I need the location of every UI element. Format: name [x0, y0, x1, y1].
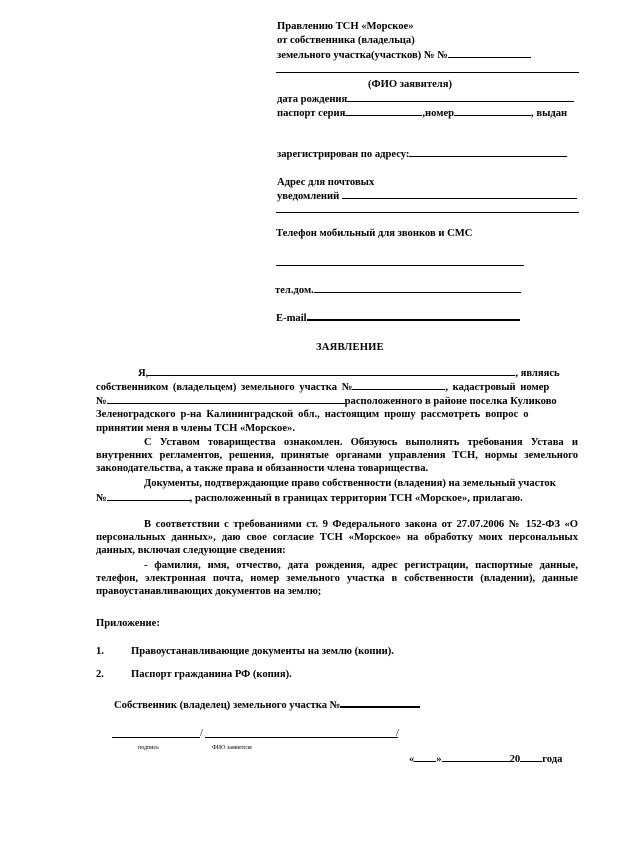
location-text: расположенного в районе поселка Куликово [344, 396, 557, 407]
cadastral-label: , кадастровый номер [445, 382, 550, 393]
attachment-item-1-text: Правоустанавливающие документы на землю (копии). [131, 646, 394, 657]
applicant-fio-signature-field[interactable] [205, 737, 398, 738]
signature-caption: подпись [138, 745, 159, 751]
mail-address-field-2[interactable] [276, 212, 579, 213]
signature-slash-2: / [396, 728, 399, 739]
attachment-item-2-num: 2. [96, 669, 104, 680]
email-field[interactable] [307, 310, 520, 321]
date-year-field[interactable] [520, 752, 542, 762]
owner-signature-row [114, 697, 420, 712]
applicant-name-field[interactable] [276, 72, 579, 73]
plot-number-field[interactable] [448, 48, 531, 58]
documents-text: Документы, подтверждающие право собственности (владения) на земельный участок [144, 478, 556, 489]
date-close-quote: » [436, 754, 442, 765]
email-row [276, 310, 520, 325]
registration-label: зарегистрирован по адресу: [277, 149, 410, 160]
intro-i-label: Я, [138, 368, 149, 379]
email-label: E-mail [276, 313, 307, 324]
cadastral-no-label: № [96, 396, 107, 407]
registration-row [277, 147, 567, 161]
home-phone-field[interactable] [314, 283, 521, 293]
being-label: , являясь [515, 368, 560, 379]
personal-data-list-paragraph: - фамилия, имя, отчество, дата рождения, адрес регистрации, паспортные данные, телефон, электронная почта, номер земельного участка в собственности (владении), данные правоустанавливающих документов на землю; [96, 560, 578, 597]
mobile-phone-field[interactable] [276, 265, 524, 266]
home-phone-row [275, 283, 521, 297]
charter-acknowledgement-paragraph: С Уставом товарищества ознакомлен. Обязуюсь выполнять требования Устава и внутренних регламентов, решения, принятые органами управления ТСН, нормы земельного законодательства, а также права и обязанности члена товарищества. [96, 437, 578, 474]
year-suffix: года [542, 754, 563, 765]
date-month-field[interactable] [442, 752, 510, 762]
plot-number-label: земельного участка(участков) № № [277, 50, 448, 61]
owner-plot-label: собственником (владельцем) земельного участка № [96, 382, 353, 393]
mail-address-field[interactable] [342, 189, 577, 199]
owner-signature-label: Собственник (владелец) земельного участка № [114, 700, 341, 711]
documents-plot-no-label: № [96, 493, 107, 504]
attachments-heading: Приложение: [96, 618, 160, 629]
mail-address-label-1: Адрес для почтовых [277, 177, 375, 188]
birth-date-row [277, 92, 574, 106]
passport-number-field[interactable] [454, 106, 531, 116]
birth-date-field[interactable] [347, 92, 574, 102]
document-title: ЗАЯВЛЕНИЕ [316, 342, 384, 353]
documents-plot-row [96, 491, 523, 505]
documents-plot-number-field[interactable] [107, 491, 190, 501]
passport-row [277, 106, 567, 120]
passport-issued-label: , выдан [531, 108, 568, 119]
addressee-line: Правлению ТСН «Морское» [277, 21, 414, 32]
signature-field[interactable] [112, 737, 200, 738]
fio-signature-caption: ФИО заявителя [212, 745, 252, 751]
owner-plot-row [96, 380, 549, 394]
attachment-item-2-text: Паспорт гражданина РФ (копия). [131, 669, 292, 680]
mail-address-row [277, 189, 577, 203]
mail-address-label-2: уведомлений [277, 191, 340, 202]
signature-slash-1: / [200, 728, 203, 739]
fio-caption: (ФИО заявителя) [368, 79, 452, 90]
year-prefix: 20 [509, 754, 521, 765]
applicant-fullname-field[interactable] [148, 366, 515, 376]
date-row [409, 752, 562, 766]
home-phone-label: тел.дом. [275, 285, 314, 296]
passport-number-label: ,номер [422, 108, 455, 119]
passport-series-field[interactable] [345, 106, 422, 116]
location-district-text: Зеленоградского р-на Калининградской обл., настоящим прошу рассмотреть вопрос о [96, 409, 529, 420]
passport-series-label: паспорт серия [277, 108, 346, 119]
mobile-phone-label: Телефон мобильный для звонков и СМС [276, 228, 473, 239]
documents-location-text: , расположенный в границах территории ТСН «Морское», прилагаю. [189, 493, 523, 504]
attachment-item-1-num: 1. [96, 646, 104, 657]
from-owner-line: от собственника (владельца) [277, 35, 415, 46]
membership-request-text: принятии меня в члены ТСН «Морское». [96, 423, 295, 434]
applicant-intro-row [138, 366, 560, 380]
date-day-field[interactable] [414, 752, 436, 762]
cadastral-number-field[interactable] [107, 394, 345, 404]
registration-address-field[interactable] [409, 147, 567, 157]
plot-number-body-field[interactable] [352, 380, 445, 390]
cadastral-row [96, 394, 557, 408]
owner-plot-number-field[interactable] [340, 697, 420, 708]
birth-date-label: дата рождения [277, 94, 348, 105]
personal-data-consent-paragraph: В соответствии с требованиями ст. 9 Федерального закона от 27.07.2006 № 152-ФЗ «О персональных данных», даю свое согласие ТСН «Морское» на обработку моих персональных данных, включая следующие сведения: [96, 519, 578, 556]
plot-number-line [277, 48, 531, 62]
date-open-quote: « [409, 754, 415, 765]
